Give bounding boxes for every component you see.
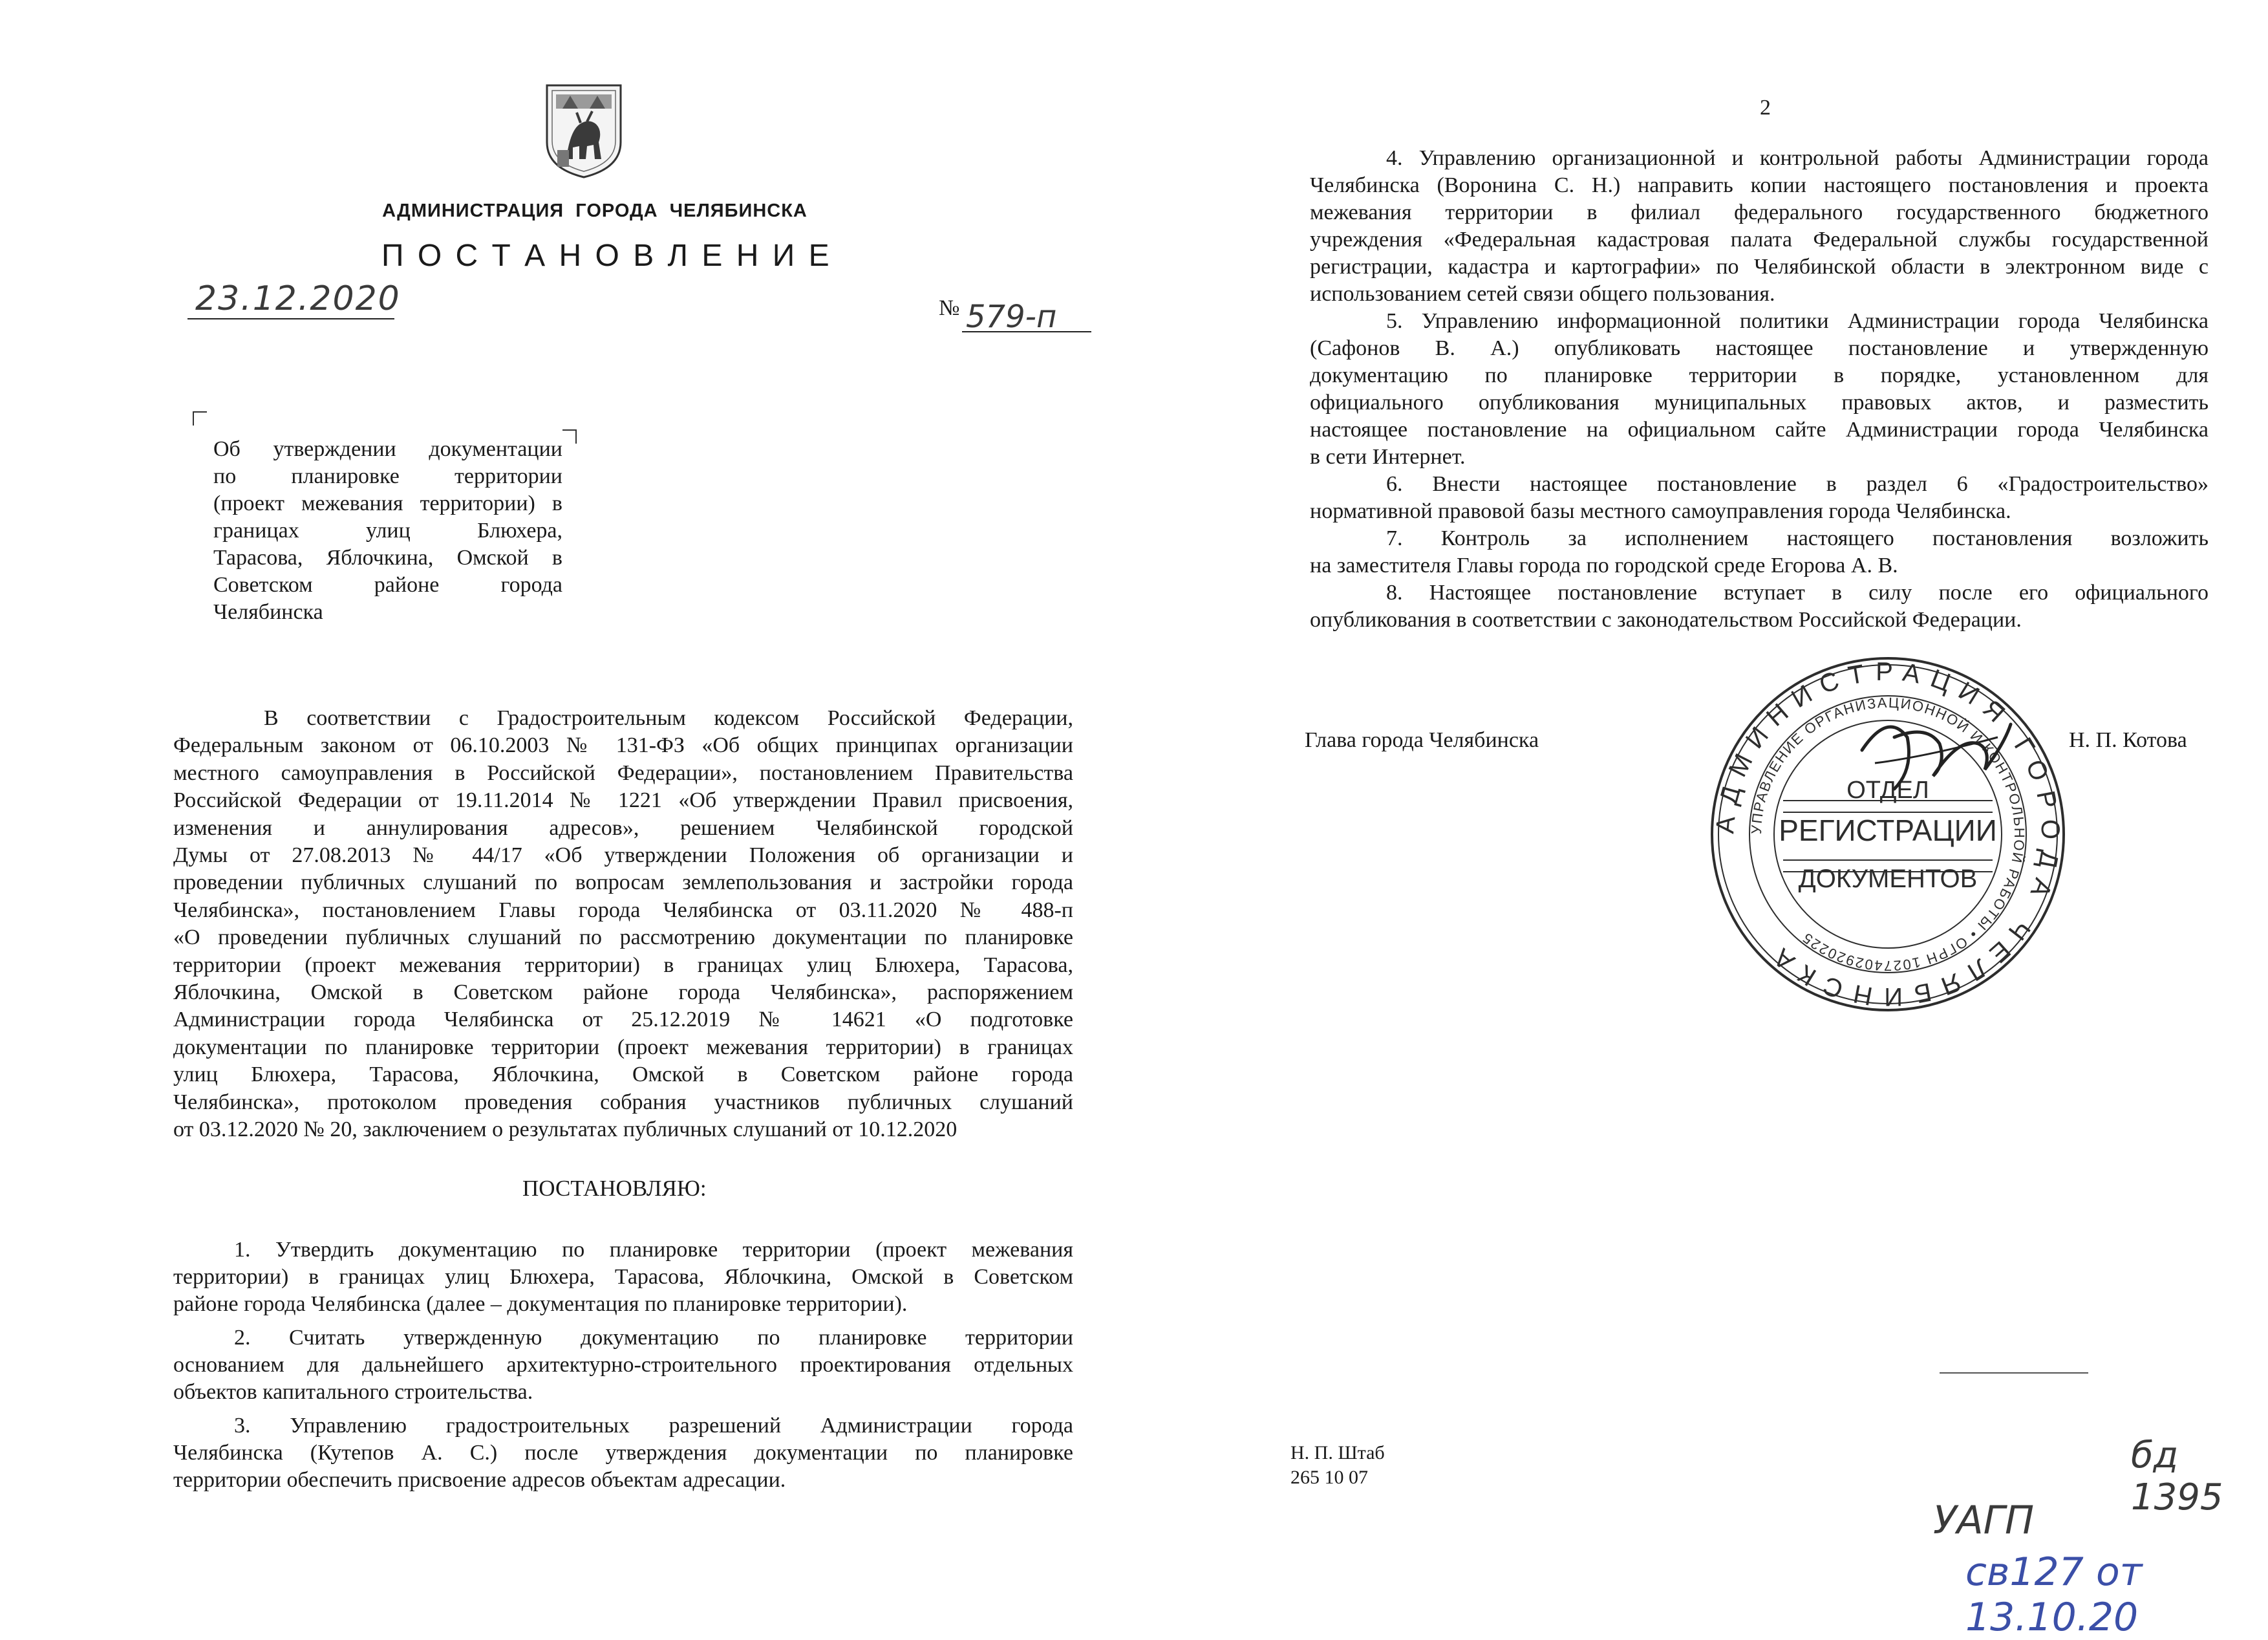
preamble-line: территории (проект межевания территории) в границах улиц Блюхера, Тарасова, (173, 953, 1073, 977)
preamble-line: В соответствии с Градостроительным кодексом Российской Федерации, (264, 706, 1073, 730)
executor-phone: 265 10 07 (1290, 1467, 1368, 1488)
preamble-line: изменения и аннулирования адресов», решением Челябинской городской (173, 815, 1073, 840)
subject-line: Советском районе города (213, 573, 562, 597)
preamble-line: Челябинска», протоколом проведения собрания участников публичных слушаний (173, 1090, 1073, 1114)
seal-center-line-2: РЕГИСТРАЦИИ (1779, 814, 1997, 847)
signatory-title: Глава города Челябинска (1305, 728, 1539, 752)
preamble-line: Думы от 27.08.2013 № 44/17 «Об утверждении Положения об организации и (173, 843, 1073, 868)
subject-line: Тарасова, Яблочкина, Омской в (213, 546, 562, 570)
seal-outer-text: АДМИНИСТРАЦИЯ ГОРОДА ЧЕЛЯБИНСКА (1711, 657, 2065, 1011)
document-date: 23.12.2020 (195, 279, 401, 318)
preamble-paragraph (173, 705, 1073, 1144)
item-6: 6. Внести настоящее постановление в раздел 6 «Градостроительство» нормативной правовой базы местного самоуправления города Челябинска. (1310, 472, 2209, 523)
items-block-left (173, 1236, 1073, 1494)
coat-of-arms-emblem (544, 83, 623, 180)
bottom-separator (1940, 1372, 2088, 1374)
subject-line: Челябинска (213, 600, 323, 624)
preamble-line: улиц Блюхера, Тарасова, Яблочкина, Омской в Советском районе города (173, 1063, 1073, 1087)
resolve-heading: ПОСТАНОВЛЯЮ: (522, 1176, 707, 1201)
preamble-line: Яблочкина, Омской в Советском районе города Челябинска», распоряжением (173, 980, 1073, 1005)
item-7: 7. Контроль за исполнением настоящего постановления возложить на заместителя Главы города по городской среде Егорова А. В. (1310, 526, 2209, 577)
preamble-line: «О проведении публичных слушаний по рассмотрению документации по планировке (173, 925, 1073, 950)
seal-inner-text: УПРАВЛЕНИЕ ОРГАНИЗАЦИОННОЙ И КОНТРОЛЬНОЙ РАБОТЫ • ОГРН 1027402920225 (1748, 694, 2028, 975)
subject-bracket-right (562, 429, 577, 444)
signatory-name: Н. П. Котова (2069, 728, 2187, 752)
date-underline (187, 318, 394, 319)
item-5: 5. Управлению информационной политики Администрации города Челябинска (Сафонов В. А.) опубликовать настоящее постановление и утвержденную документацию по планировке территории в порядке, установленном для официального опубликования муниципальных правовых актов, и разместить настоящее постановление на официальном сайте Администрации города Челябинска в сети Интернет. (1310, 309, 2209, 469)
page-number: 2 (1760, 96, 1771, 120)
preamble-line: местного самоуправления в Российской Федерации», постановлением Правительства (173, 761, 1073, 785)
preamble-line: документации по планировке территории (проект межевания территории) в границах (173, 1035, 1073, 1059)
number-label: № (939, 296, 960, 320)
organization-title: АДМИНИСТРАЦИЯ ГОРОДА ЧЕЛЯБИНСКА (382, 200, 808, 221)
seal-center-line-3: ДОКУМЕНТОВ (1798, 865, 1978, 893)
handwritten-signature (1849, 698, 2017, 808)
seal-center-line-1: ОТДЕЛ (1846, 777, 1929, 804)
preamble-line: Российской Федерации от 19.11.2014 № 1221 «Об утверждении Правил присвоения, (173, 788, 1073, 813)
subject-line: (проект межевания территории) в (213, 491, 562, 515)
item-2: 2. Считать утвержденную документацию по планировке территории основанием для дальнейшего архитектурно-строительного проектирования отдельных объектов капитального строительства. (173, 1326, 1073, 1404)
preamble-line: Федеральным законом от 06.10.2003 № 131-ФЗ «Об общих принципах организации (173, 733, 1073, 758)
items-block-right (1310, 145, 2209, 634)
preamble-line: Челябинска», постановлением Главы города Челябинска от 03.11.2020 № 488-п (173, 898, 1073, 922)
preamble-line: от 03.12.2020 № 20, заключением о результатах публичных слушаний от 10.12.2020 (173, 1117, 957, 1142)
item-1: 1. Утвердить документацию по планировке территории (проект межевания территории) в границах улиц Блюхера, Тарасова, Яблочкина, Омской в Советском районе города Челябинска (далее – документация по планировке территории). (173, 1238, 1073, 1316)
subject-line: границах улиц Блюхера, (213, 519, 562, 543)
item-8: 8. Настоящее постановление вступает в силу после его официального опубликования в соответствии с законодательством Российской Федерации. (1310, 581, 2209, 632)
preamble-line: проведении публичных слушаний по вопросам землепользования и застройки города (173, 870, 1073, 895)
item-4: 4. Управлению организационной и контрольной работы Администрации города Челябинска (Воронина С. Н.) направить копии настоящего постановления и проекта межевания территории в филиал федерального государственного бюджетного учреждения «Федеральная кадастровая палата Федеральной службы государственной регистрации, кадастра и картографии» по Челябинской области в электронном виде с использованием сетей связи общего пользования. (1310, 146, 2209, 306)
handwritten-note-department: УАГП (1933, 1498, 2035, 1543)
subject-bracket-left (193, 411, 207, 426)
document-number: 579-п (966, 299, 1057, 335)
handwritten-note-registration: св127 от 13.10.20 (1965, 1549, 2143, 1640)
subject-line: Об утверждении документации (213, 437, 562, 461)
item-3: 3. Управлению градостроительных разрешений Администрации города Челябинска (Кутепов А. С.) после утверждения документации по планировке территории обеспечить присвоение адресов объектам адресации. (173, 1414, 1073, 1492)
executor-name: Н. П. Штаб (1290, 1442, 1385, 1463)
subject-line: по планировке территории (213, 464, 562, 488)
subject-block (213, 436, 562, 626)
document-type-heading: П О С Т А Н О В Л Е Н И Е (381, 239, 832, 273)
preamble-line: Администрации города Челябинска от 25.12.2019 № 14621 «О подготовке (173, 1008, 1073, 1032)
handwritten-note-number: бд 1395 (2131, 1434, 2223, 1518)
number-underline (962, 331, 1091, 332)
